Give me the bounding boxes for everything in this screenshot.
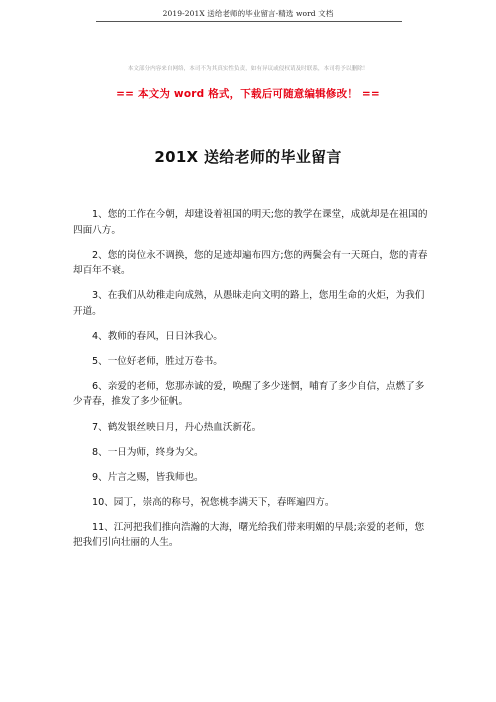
paragraph-11: 11、江河把我们推向浩瀚的大海，曙光给我们带来明媚的早晨;亲爱的老师，您把我们引向壮丽的人生。: [73, 521, 425, 549]
paragraph-9: 9、片言之赐，皆我师也。: [92, 471, 204, 483]
paragraph-2: 2、您的岗位永不调换，您的足迹却遍布四方;您的两鬓会有一天斑白，您的青春却百年不衰。: [73, 249, 428, 277]
paragraph-4: 4、教师的春风，日日沐我心。: [92, 330, 223, 342]
edit-notice: == 本文为 word 格式，下载后可随意编辑修改！ ==: [116, 88, 380, 100]
disclaimer-text: 本文部分内容来自网络，本司不为其真实性负责，如有异议或侵权请及时联系，本司将予以删除！: [127, 66, 369, 72]
document-body: [73, 207, 428, 561]
paragraph-6: 6、亲爱的老师，您那赤诚的爱，唤醒了多少迷惘，哺育了多少自信，点燃了多少青春，推发了多少征帆。: [73, 380, 425, 408]
paragraph-3: 3、在我们从幼稚走向成熟，从愚昧走向文明的路上，您用生命的火炬，为我们开道。: [73, 290, 425, 317]
document-title: 201X 送给老师的毕业留言: [154, 148, 342, 166]
paragraph-5: 5、一位好老师，胜过万卷书。: [92, 355, 223, 367]
page-header: 2019-201X 送给老师的毕业留言-精选 word 文档: [162, 9, 334, 18]
paragraph-10: 10、园丁，崇高的称号，祝您桃李满天下，春晖遍四方。: [92, 496, 335, 508]
paragraph-1: 1、您的工作在今朝，却建设着祖国的明天;您的教学在课堂，成就却是在祖国的四面八方。: [73, 209, 428, 236]
paragraph-7: 7、鹤发银丝映日月，丹心热血沃新花。: [92, 421, 262, 433]
paragraph-8: 8、一日为师，终身为父。: [92, 446, 204, 458]
header-divider: [96, 21, 402, 22]
